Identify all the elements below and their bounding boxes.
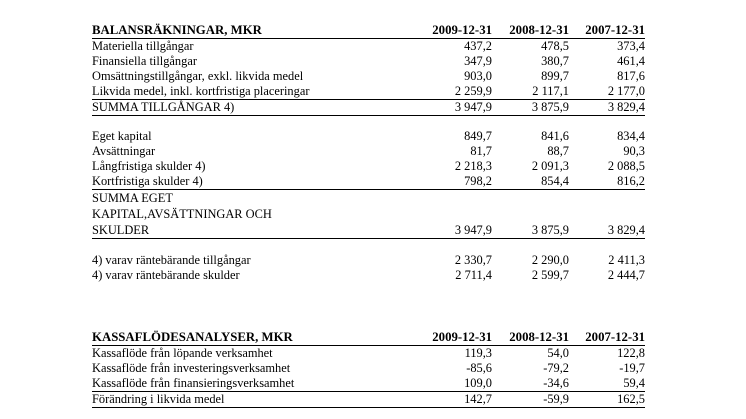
cell-value: 122,8 (617, 346, 645, 360)
cashflow-year-1: 2009-12-31 (432, 330, 492, 344)
cell-value: 3 947,9 (454, 100, 492, 114)
row-label: Kassaflöde från löpande verksamhet (92, 346, 273, 360)
cell-value: 3 875,9 (531, 223, 569, 237)
cell-value: 854,4 (541, 174, 569, 188)
cell-value: -34,6 (543, 376, 569, 390)
cell-value: 899,7 (541, 69, 569, 83)
cell-value: 81,7 (470, 144, 492, 158)
row-label: 4) varav räntebärande tillgångar (92, 253, 251, 267)
cell-value: 347,9 (464, 54, 492, 68)
cell-value: 59,4 (623, 376, 645, 390)
cell-value: 849,7 (464, 129, 492, 143)
cell-value: -85,6 (466, 361, 492, 375)
cell-value: 2 290,0 (531, 253, 569, 267)
cell-value: 2 330,7 (454, 253, 492, 267)
cell-value: 903,0 (464, 69, 492, 83)
table-row (92, 39, 645, 54)
cell-value: 88,7 (547, 144, 569, 158)
cell-value: 2 091,3 (531, 159, 569, 173)
cell-value: -59,9 (543, 392, 569, 406)
row-label: Eget kapital (92, 129, 152, 143)
row-label: Omsättningstillgångar, exkl. likvida medel (92, 69, 304, 83)
balance-year-1: 2009-12-31 (432, 23, 492, 37)
cell-value: 841,6 (541, 129, 569, 143)
table-row (92, 159, 645, 174)
cell-value: 437,2 (464, 39, 492, 53)
cell-value: -19,7 (619, 361, 645, 375)
cell-value: 3 947,9 (454, 223, 492, 237)
cell-value: 816,2 (617, 174, 645, 188)
cell-value: 2 711,4 (455, 268, 492, 282)
balance-year-3: 2007-12-31 (585, 23, 645, 37)
row-label: Finansiella tillgångar (92, 54, 197, 68)
cell-value: 2 444,7 (607, 268, 645, 282)
row-label: KAPITAL,AVSÄTTNINGAR OCH (92, 207, 272, 221)
cashflow-title: KASSAFLÖDESANALYSER, MKR (92, 330, 293, 344)
cell-value: 162,5 (617, 392, 645, 406)
row-label: Kortfristiga skulder 4) (92, 174, 203, 188)
table-row (92, 84, 645, 99)
row-label: Förändring i likvida medel (92, 392, 225, 406)
table-row (92, 376, 645, 392)
row-label: SUMMA TILLGÅNGAR 4) (92, 100, 235, 114)
cell-value: 119,3 (464, 346, 492, 360)
row-label: Avsättningar (92, 144, 156, 158)
row-label: Materiella tillgångar (92, 39, 194, 53)
row-label: Kassaflöde från investeringsverksamhet (92, 361, 291, 375)
table-row (92, 69, 645, 84)
cell-value: 478,5 (541, 39, 569, 53)
total-equity-row-line-1 (92, 190, 645, 206)
cell-value: 2 117,1 (532, 84, 569, 98)
cashflow-header-row (92, 329, 645, 346)
table-row (92, 253, 645, 268)
cell-value: 461,4 (617, 54, 645, 68)
cashflow-year-3: 2007-12-31 (585, 330, 645, 344)
row-label: Långfristiga skulder 4) (92, 159, 206, 173)
cell-value: 90,3 (623, 144, 645, 158)
cell-value: 3 875,9 (531, 100, 569, 114)
total-equity-row (92, 222, 645, 239)
cell-value: -79,2 (543, 361, 569, 375)
table-row (92, 54, 645, 69)
table-row (92, 129, 645, 144)
cell-value: 834,4 (617, 129, 645, 143)
cell-value: 142,7 (464, 392, 492, 406)
cell-value: 817,6 (617, 69, 645, 83)
cell-value: 2 218,3 (454, 159, 492, 173)
balance-year-2: 2008-12-31 (509, 23, 569, 37)
cell-value: 798,2 (464, 174, 492, 188)
cell-value: 380,7 (541, 54, 569, 68)
table-row (92, 174, 645, 190)
table-row (92, 144, 645, 159)
cashflow-total-row (92, 392, 645, 408)
row-label: 4) varav räntebärande skulder (92, 268, 240, 282)
cell-value: 109,0 (464, 376, 492, 390)
total-assets-row (92, 99, 645, 116)
cell-value: 2 088,5 (607, 159, 645, 173)
balance-header-row (92, 22, 645, 39)
cell-value: 2 411,3 (608, 253, 645, 267)
cell-value: 3 829,4 (607, 223, 645, 237)
cell-value: 373,4 (617, 39, 645, 53)
cashflow-table (92, 329, 645, 408)
cell-value: 2 259,9 (454, 84, 492, 98)
cell-value: 3 829,4 (607, 100, 645, 114)
row-label: Kassaflöde från finansieringsverksamhet (92, 376, 295, 390)
cell-value: 2 177,0 (607, 84, 645, 98)
row-label: SKULDER (92, 223, 150, 237)
table-row (92, 268, 645, 283)
balance-sheet-table (92, 22, 645, 283)
cashflow-year-2: 2008-12-31 (509, 330, 569, 344)
total-equity-row-line-2 (92, 206, 645, 222)
row-label: Likvida medel, inkl. kortfristiga placeringar (92, 84, 310, 98)
balance-title: BALANSRÄKNINGAR, MKR (92, 23, 262, 37)
table-row (92, 346, 645, 361)
table-row (92, 361, 645, 376)
cell-value: 2 599,7 (531, 268, 569, 282)
row-label: SUMMA EGET (92, 191, 173, 205)
cell-value: 54,0 (547, 346, 569, 360)
